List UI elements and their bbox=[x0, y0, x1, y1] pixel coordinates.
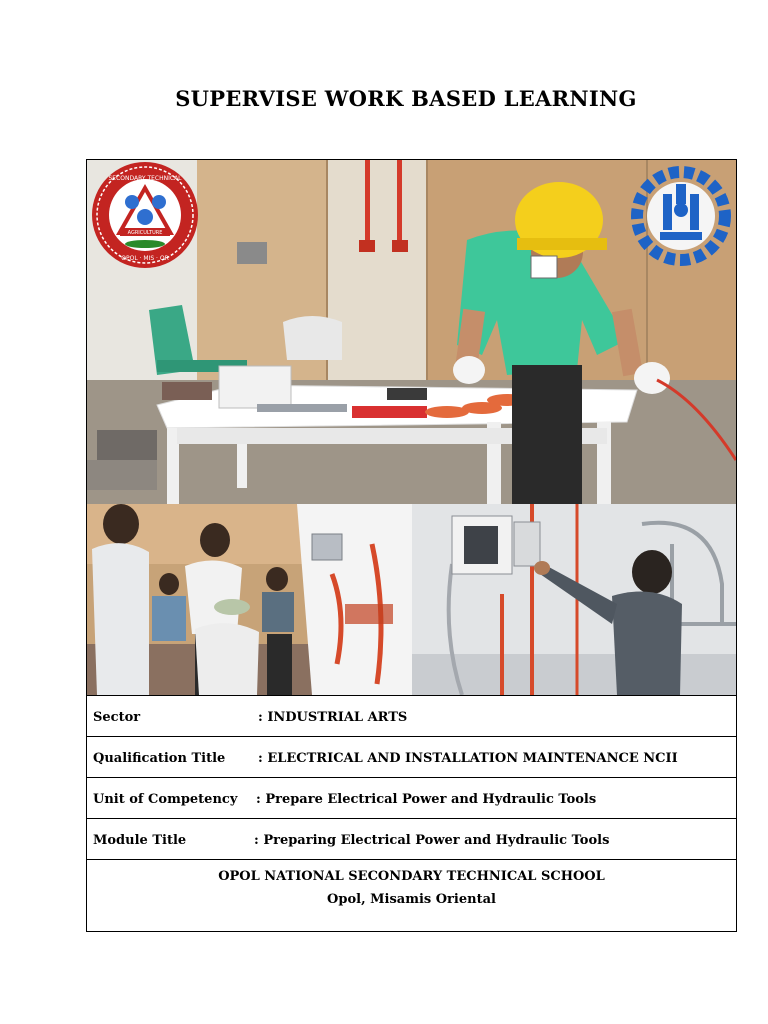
qualification-label: Qualification Title bbox=[93, 751, 226, 766]
sector-value: : INDUSTRIAL ARTS bbox=[258, 710, 408, 725]
svg-text:SECONDARY TECHNICAL: SECONDARY TECHNICAL bbox=[108, 175, 182, 182]
module-value: : Preparing Electrical Power and Hydraulic Tools bbox=[254, 833, 610, 848]
unit-value: : Prepare Electrical Power and Hydraulic Tools bbox=[256, 792, 597, 807]
school-address: Opol, Misamis Oriental bbox=[327, 892, 496, 907]
svg-text:OPOL · MIS · OR: OPOL · MIS · OR bbox=[121, 255, 169, 262]
unit-label: Unit of Competency bbox=[93, 792, 238, 807]
school-footer bbox=[87, 859, 736, 923]
bottom-left-photo bbox=[87, 504, 412, 695]
bottom-left-photo-illustration bbox=[87, 504, 412, 695]
school-seal-icon bbox=[92, 162, 198, 268]
module-label: Module Title bbox=[93, 833, 187, 848]
sector-label: Sector bbox=[93, 710, 141, 725]
school-name: OPOL NATIONAL SECONDARY TECHNICAL SCHOOL bbox=[218, 869, 605, 884]
qualification-row bbox=[87, 736, 736, 777]
qualification-value: : ELECTRICAL AND INSTALLATION MAINTENANCE NCII bbox=[258, 751, 678, 766]
document-title: SUPERVISE WORK BASED LEARNING bbox=[175, 86, 637, 111]
main-photo bbox=[87, 160, 736, 504]
photo-collage bbox=[87, 160, 736, 695]
bottom-right-photo bbox=[412, 504, 736, 695]
bottom-right-photo-illustration bbox=[412, 504, 736, 695]
main-photo-illustration bbox=[87, 160, 736, 504]
module-info-table bbox=[87, 695, 736, 923]
cover-frame bbox=[86, 159, 737, 932]
module-row bbox=[87, 818, 736, 859]
sector-row bbox=[87, 695, 736, 736]
svg-text:AGRICULTURE: AGRICULTURE bbox=[127, 230, 163, 236]
unit-row bbox=[87, 777, 736, 818]
